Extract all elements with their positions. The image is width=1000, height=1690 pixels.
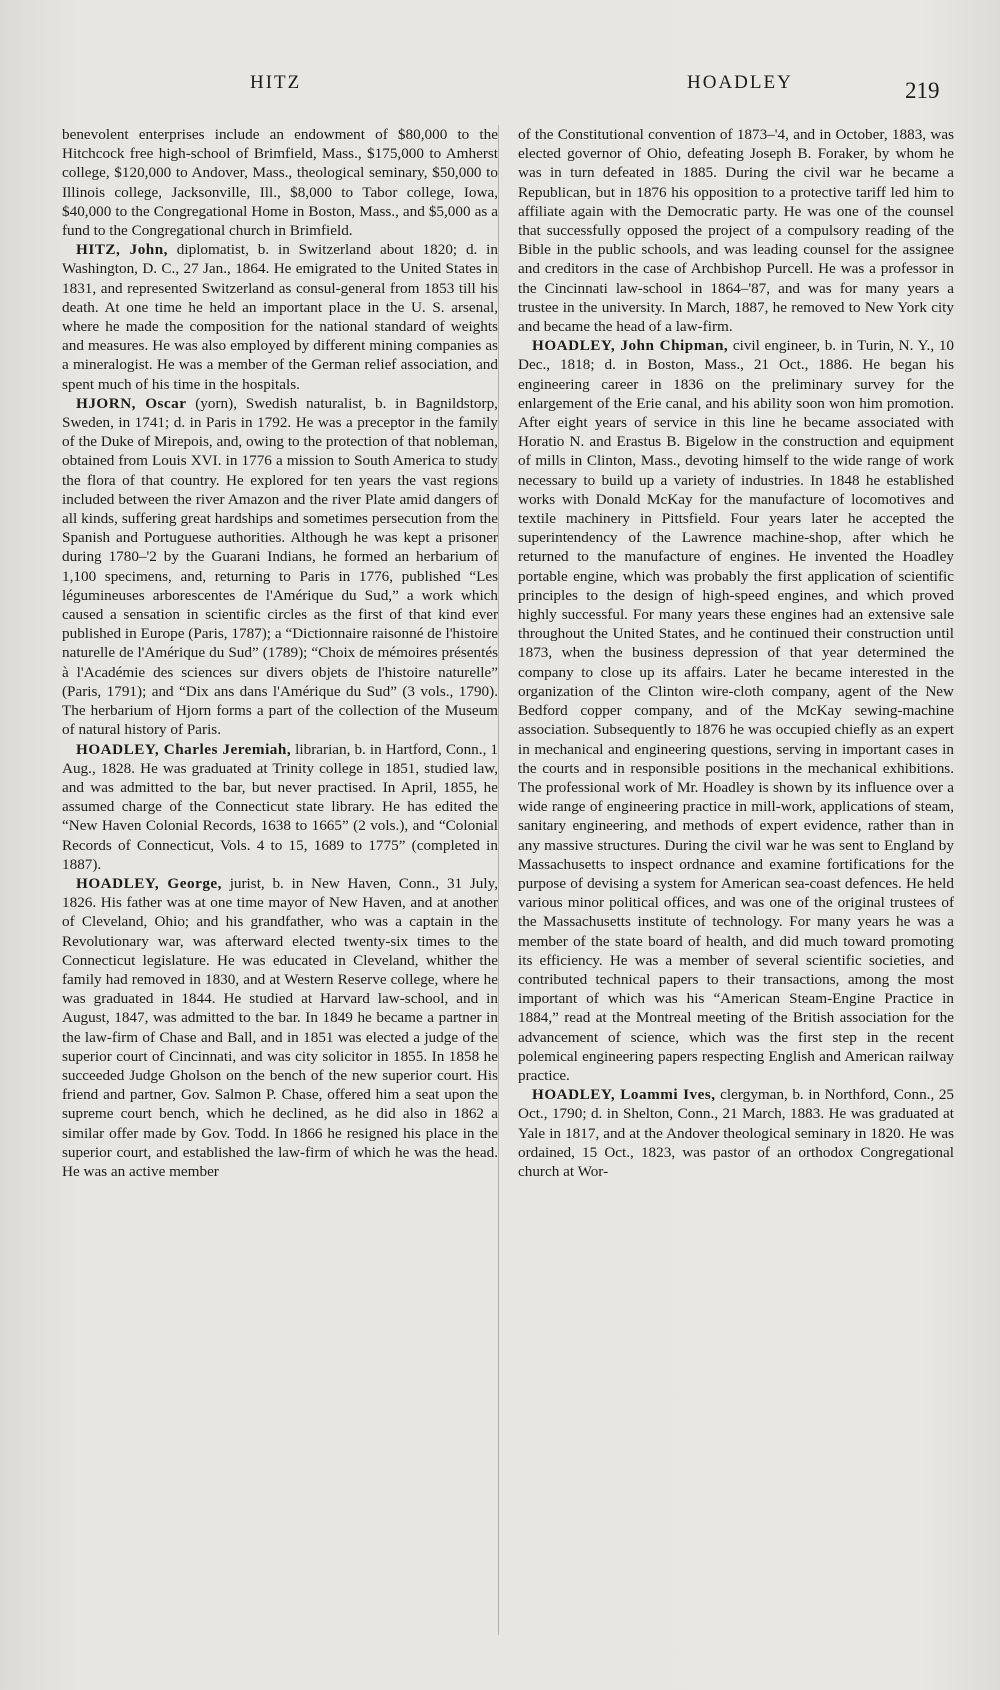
entry-hoadley-john [518, 336, 954, 1085]
continued-paragraph [62, 125, 498, 240]
entry-headword: HITZ, John, [76, 241, 168, 259]
entry-headword: HOADLEY, George, [76, 874, 222, 892]
entry-headword: HOADLEY, Loammi Ives, [532, 1086, 716, 1104]
entry-hoadley-charles [62, 740, 498, 874]
page-number: 219 [905, 78, 940, 103]
entry-hitz-john [62, 240, 498, 394]
entry-text: diplomatist, b. in Switzerland about 1820; d. in Washington, D. C., 27 Jan., 1864. He emigrated to the United States in 1831, and represented Switzerland as consul-general from 1853 till his death. At one time he held an important place in the U. S. arsenal, where he made the composition for the national standard of weights and measures. He was also employed by different mining companies as a mineralogist. He was a member of the German relief association, and spent much of his time in the hospitals. [62, 241, 498, 393]
left-column [62, 125, 498, 1181]
right-running-head: HOADLEY [687, 72, 793, 93]
column-divider [498, 125, 499, 1635]
entry-text: librarian, b. in Hartford, Conn., 1 Aug., 1828. He was graduated at Trinity college in 1851, studied law, and was admitted to the bar, but never practised. In April, 1855, he assumed charge of the Connecticut state library. He has edited the “New Haven Colonial Records, 1638 to 1665” (2 vols.), and “Colonial Records of Connecticut, Vols. 4 to 15, 1689 to 1775” (completed in 1887). [62, 740, 498, 873]
entry-text: clergyman, b. in Northford, Conn., 25 Oct., 1790; d. in Shelton, Conn., 21 March, 1883. He was graduated at Yale in 1817, and at the Andover theological seminary in 1820. He was ordained, 15 Oct., 1823, was pastor of an orthodox Congregational church at Wor- [518, 1086, 955, 1180]
entry-text: civil engineer, b. in Turin, N. Y., 10 Dec., 1818; d. in Boston, Mass., 21 Oct., 1886. He began his engineering career in 1836 on the preliminary survey for the enlargement of the Erie canal, and his ability soon won him promotion. After eight years of service in this line he became associated with Horatio N. and Erastus B. Bigelow in the construction and equipment of mills in Clinton, Mass., devoting himself to the wide range of work necessary to build up a variety of industries. In 1848 he established works with Donald McKay for the manufacture of locomotives and textile machinery in Pittsfield. Four years later he accepted the superintendency of the Lawrence machine-shop, after which he returned to the manufacture of engines. He invented the Hoadley portable engine, which was probably the first application of scientific principles to the design of high-speed engines, and which proved highly successful. For many years these engines had an extensive sale throughout the United States, and he continued their construction until 1873, when the business depression of that year determined the company to close up its affairs. Later he became interested in the organization of the Clinton wire-cloth company, agent of the New Bedford copper company, and of the McKay sewing-machine association. Subsequently to 1876 he was occupied chiefly as an expert in mechanical and engineering questions, serving in important cases in the courts and in responsible positions in the mechanical exhibitions. The professional work of Mr. Hoadley is shown by its influence over a wide range of engineering practice in mill-work, applications of steam, sanitary engineering, and methods of expert evidence, rather than in any massive structures. During the civil war he was sent to England by Massachusetts to inspect ordnance and examine fortifications for the purpose of devising a system for American sea-coast defences. He held various minor political offices, and was one of the original trustees of the Massachusetts institute of technology. For many years he was a member of the state board of health, and did much toward promoting its efficiency. He was a member of several scientific societies, and contributed technical papers to their transactions, among the most important of which was his “American Steam-Engine Practice in 1884,” read at the Montreal meeting of the British association for the advancement of science, which was the first step in the recent polemical engineering papers respecting English and American railway practice. [518, 337, 955, 1084]
entry-headword: HOADLEY, John Chipman, [532, 337, 729, 355]
entry-hoadley-loammi [518, 1085, 954, 1181]
left-running-head: HITZ [250, 72, 302, 93]
entry-hoadley-george [62, 874, 498, 1181]
entry-text: jurist, b. in New Haven, Conn., 31 July, 1826. His father was at one time mayor of New Haven, and at another of Cleveland, Ohio; and his grandfather, who was a captain in the Revolutionary war, was afterward elected twenty-six times to the Connecticut legislature. He was educated in Cleveland, whither the family had removed in 1830, and at Western Reserve college, where he was graduated in 1844. He studied at Harvard law-school, and in August, 1847, was admitted to the bar. In 1849 he became a partner in the law-firm of Chase and Ball, and in 1851 was elected a judge of the superior court of Cincinnati, and was city solicitor in 1855. In 1858 he succeeded Judge Gholson on the bench of the new superior court. His friend and partner, Gov. Salmon P. Chase, offered him a seat upon the supreme court bench, which he declined, as he did also in 1862 a similar offer made by Gov. Todd. In 1866 he resigned his place in the superior court, and established the law-firm of which he was the head. He was an active member [62, 874, 498, 1180]
entry-text: benevolent enterprises include an endowment of $80,000 to the Hitchcock free high-school of Brimfield, Mass., $175,000 to Amherst college, $120,000 to Andover, Mass., theological seminary, $50,000 to Illinois college, Jacksonville, Ill., $8,000 to Tabor college, Iowa, $40,000 to the Congregational Home in Boston, Mass., and $5,000 as a fund to the Congregational church in Brimfield. [62, 126, 498, 240]
entry-text: (yorn), Swedish naturalist, b. in Bagnildstorp, Sweden, in 1741; d. in Paris in 1792. He was a preceptor in the family of the Duke of Mirepois, and, owing to the protection of that nobleman, obtained from Louis XVI. in 1776 a mission to South America to study the flora of that country. He explored for ten years the vast regions included between the river Amazon and the river Plate amid dangers of all kinds, suffering great hardships and sometimes persecution from the Spanish and Portuguese authorities. Although he was kept a prisoner during 1780–'2 by the Guarani Indians, he formed an herbarium of 1,100 specimens, and, returning to Paris in 1776, published “Les légumineuses arborescentes de l'Amérique du Sud,” a work which caused a sensation in scientific circles as the first of that kind ever published in Europe (Paris, 1787); a “Dictionnaire raisonné de l'histoire naturelle de l'Amérique du Sud” (1789); “Choix de mémoires présentés à l'Académie des sciences sur divers objets de l'histoire naturelle” (Paris, 1791); and “Dix ans dans l'Amérique du Sud” (3 vols., 1790). The herbarium of Hjorn forms a part of the collection of the Museum of natural history of Paris. [62, 394, 498, 739]
entry-hjorn-oscar [62, 394, 498, 740]
entry-text: of the Constitutional convention of 1873–'4, and in October, 1883, was elected governor of Ohio, defeating Joseph B. Foraker, by whom he was in turn defeated in 1885. During the civil war he became a Republican, but in 1876 his opposition to a protective tariff led him to affiliate again with the Democratic party. He was one of the counsel that successfully opposed the project of a compulsory reading of the Bible in the public schools, and was leading counsel for the assignee and creditors in the case of Archbishop Purcell. He was a professor in the Cincinnati law-school in 1864–'87, and was for many years a trustee in the university. In March, 1887, he removed to New York city and became the head of a law-firm. [518, 126, 954, 336]
continued-paragraph [518, 125, 954, 336]
entry-headword: HJORN, Oscar [76, 394, 187, 412]
entry-headword: HOADLEY, Charles Jeremiah, [76, 740, 292, 758]
right-column [518, 125, 954, 1181]
